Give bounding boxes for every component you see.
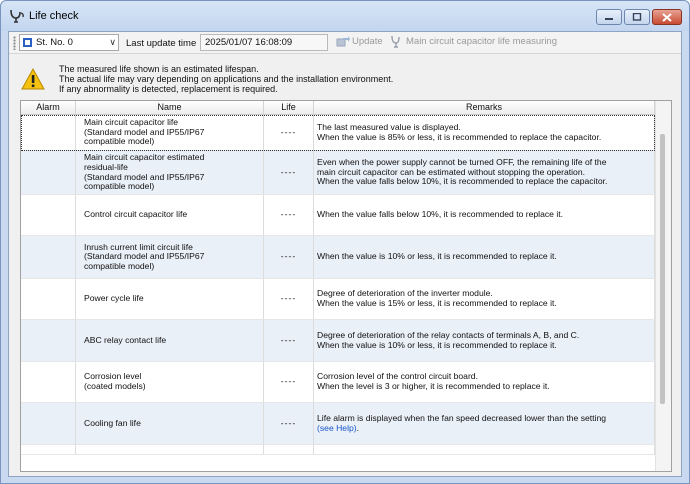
table-header	[21, 101, 655, 115]
alarm-cell	[21, 445, 76, 454]
update-button[interactable]	[336, 35, 383, 47]
notice-line: The measured life shown is an estimated lifespan.	[59, 64, 259, 74]
maximize-icon	[632, 13, 642, 21]
name-cell: Power cycle life	[76, 279, 264, 319]
alarm-cell	[21, 151, 76, 194]
update-icon	[336, 35, 350, 47]
life-cell: ----	[264, 151, 314, 194]
life-cell: ----	[264, 236, 314, 278]
toolbar-grip[interactable]	[13, 36, 16, 50]
remarks-cell	[314, 403, 655, 444]
name-cell: Control circuit capacitor life	[76, 195, 264, 235]
station-value: St. No. 0	[36, 37, 73, 48]
title-bar[interactable]	[1, 1, 689, 31]
alarm-cell	[21, 279, 76, 319]
station-icon	[23, 38, 32, 47]
capacitor-measure-icon	[390, 35, 404, 48]
notice-panel	[21, 64, 671, 96]
table-row[interactable]	[21, 403, 655, 445]
table-row[interactable]	[21, 195, 655, 236]
remarks-cell: Degree of deterioration of the inverter module. When the value is 15% or less, it is recommended to replace it.	[314, 279, 655, 319]
column-header-name[interactable]: Name	[76, 101, 264, 115]
scrollbar-thumb[interactable]	[660, 134, 665, 404]
name-cell: Cooling fan life	[76, 403, 264, 444]
table-row[interactable]	[21, 236, 655, 279]
toolbar	[9, 32, 681, 54]
alarm-cell	[21, 195, 76, 235]
close-icon	[662, 13, 672, 22]
name-cell: Corrosion level (coated models)	[76, 362, 264, 402]
close-button[interactable]	[652, 9, 682, 25]
remarks-cell: When the value falls below 10%, it is recommended to replace it.	[314, 195, 655, 235]
name-cell	[76, 445, 264, 454]
remarks-cell: The last measured value is displayed. When the value is 85% or less, it is recommended to replace the capacitor.	[314, 115, 655, 150]
remarks-tail: .	[356, 422, 360, 433]
remarks-cell: Even when the power supply cannot be turned OFF, the remaining life of the main circuit capacitor can be estimated without stopping the operation. When the value falls below 10%, it is recommended to replace the capacitor.	[314, 151, 655, 194]
life-table	[20, 100, 672, 472]
name-cell: Inrush current limit circuit life (Standard model and IP55/IP67 compatible model)	[76, 236, 264, 278]
vertical-scrollbar[interactable]	[655, 101, 671, 471]
life-check-icon	[9, 8, 25, 24]
last-update-field: 2025/01/07 16:08:09	[200, 34, 328, 51]
table-row[interactable]	[21, 445, 655, 455]
life-cell: ----	[264, 362, 314, 402]
alarm-cell	[21, 115, 76, 150]
column-header-alarm[interactable]: Alarm	[21, 101, 76, 115]
notice-line: The actual life may vary depending on applications and the installation environment.	[59, 74, 394, 84]
alarm-cell	[21, 403, 76, 444]
life-cell: ----	[264, 115, 314, 150]
life-cell	[264, 445, 314, 454]
column-header-life[interactable]: Life	[264, 101, 314, 115]
client-area	[8, 31, 682, 477]
name-cell: Main circuit capacitor life (Standard model and IP55/IP67 compatible model)	[76, 115, 264, 150]
name-cell: Main circuit capacitor estimated residual-life (Standard model and IP55/IP67 compatible model)	[76, 151, 264, 194]
table-row[interactable]	[21, 151, 655, 195]
window-controls	[596, 9, 682, 25]
table-row[interactable]	[21, 115, 655, 151]
remarks-text: Life alarm is displayed when the fan speed decreased lower than the setting	[317, 412, 607, 423]
table-row[interactable]	[21, 362, 655, 403]
table-row[interactable]	[21, 279, 655, 320]
life-cell: ----	[264, 195, 314, 235]
minimize-icon	[604, 13, 614, 21]
maximize-button[interactable]	[624, 9, 650, 25]
remarks-cell: Degree of deterioration of the relay contacts of terminals A, B, and C. When the value is 10% or less, it is recommended to replace it.	[314, 320, 655, 361]
life-cell: ----	[264, 403, 314, 444]
chevron-down-icon: ∨	[109, 37, 116, 47]
update-label: Update	[352, 35, 383, 47]
life-cell: ----	[264, 320, 314, 361]
remarks-cell	[314, 445, 655, 454]
alarm-cell	[21, 320, 76, 361]
measure-button[interactable]	[390, 35, 557, 48]
measure-label: Main circuit capacitor life measuring	[406, 36, 558, 47]
remarks-cell: Corrosion level of the control circuit board. When the level is 3 or higher, it is recommended to replace it.	[314, 362, 655, 402]
table-row[interactable]	[21, 320, 655, 362]
see-help-link[interactable]: (see Help)	[317, 422, 357, 433]
name-cell: ABC relay contact life	[76, 320, 264, 361]
alarm-cell	[21, 236, 76, 278]
notice-text	[59, 64, 393, 94]
alarm-cell	[21, 362, 76, 402]
table-body	[21, 115, 655, 455]
remarks-cell: When the value is 10% or less, it is recommended to replace it.	[314, 236, 655, 278]
warning-icon	[21, 68, 45, 90]
notice-line: If any abnormality is detected, replacement is required.	[59, 84, 278, 94]
minimize-button[interactable]	[596, 9, 622, 25]
column-header-remarks[interactable]: Remarks	[314, 101, 655, 115]
life-cell: ----	[264, 279, 314, 319]
station-select[interactable]	[19, 34, 119, 51]
last-update-label: Last update time	[126, 38, 197, 49]
window-title: Life check	[29, 10, 79, 22]
